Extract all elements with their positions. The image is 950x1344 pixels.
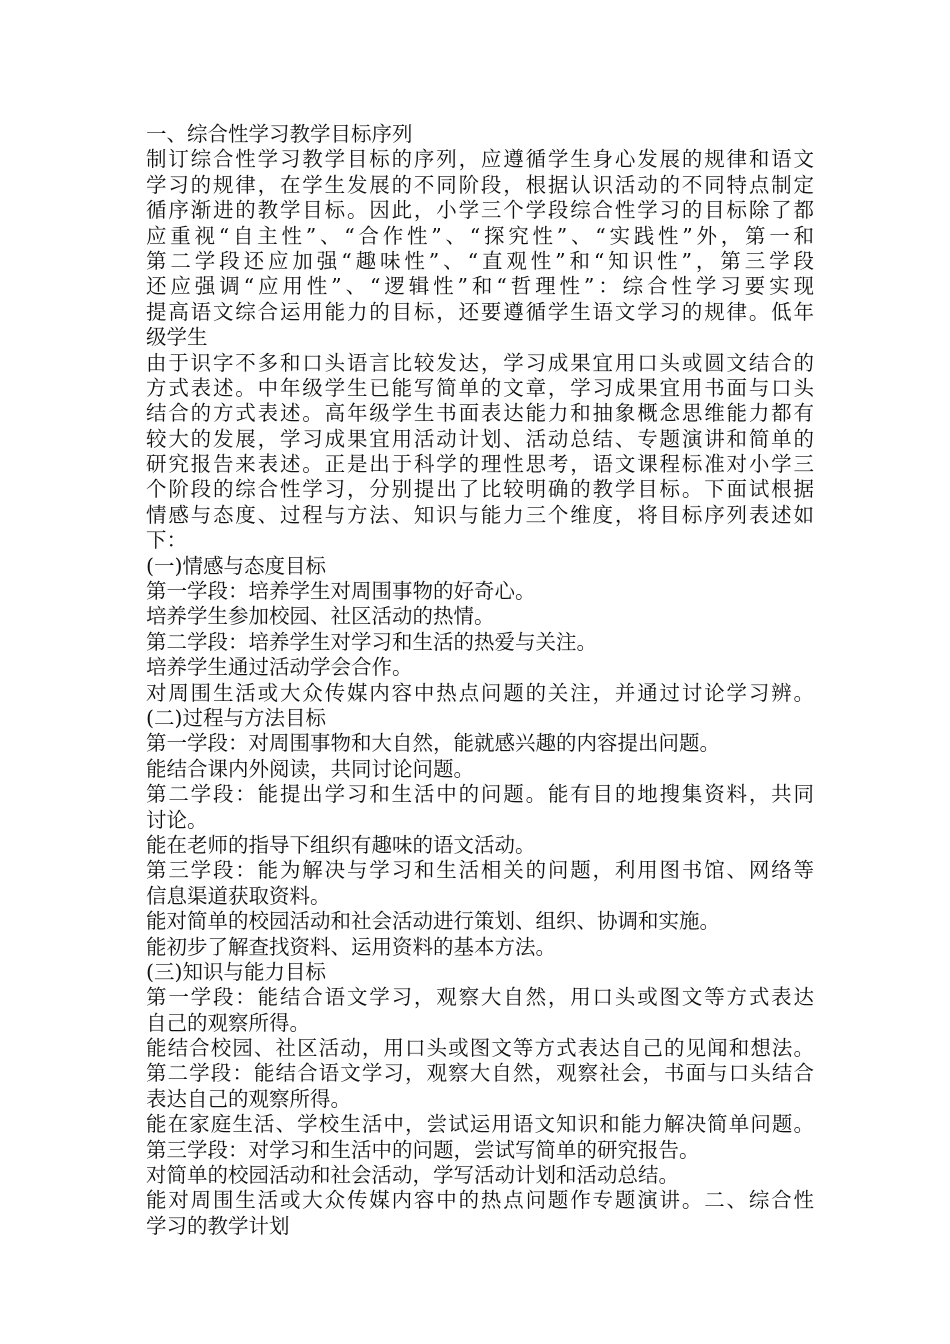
text-line: 提高语文综合运用能力的目标，还要遵循学生语文学习的规律。低年 [146,299,814,324]
text-line: 第二学段还应加强“趣味性”、“直观性”和“知识性”，第三学段 [146,248,814,273]
text-line: 培养学生通过活动学会合作。 [146,655,413,680]
text-line: 信息渠道获取资料。 [146,883,331,908]
text-line: 第三学段：对学习和生活中的问题，尝试写简单的研究报告。 [146,1137,700,1162]
text-line: 方式表述。中年级学生已能写简单的文章，学习成果宜用书面与口头 [146,375,814,400]
text-line: 能在老师的指导下组织有趣味的语文活动。 [146,832,536,857]
text-line: 级学生 [146,325,208,350]
text-line: 第二学段：能提出学习和生活中的问题。能有目的地搜集资料，共同 [146,782,814,807]
text-line: 讨论。 [146,807,208,832]
text-line: 能初步了解查找资料、运用资料的基本方法。 [146,934,556,959]
text-line: 表达自己的观察所得。 [146,1086,351,1111]
text-line: 个阶段的综合性学习，分别提出了比较明确的教学目标。下面试根据 [146,477,814,502]
text-line: 第三学段：能为解决与学习和生活相关的问题，利用图书馆、网络等 [146,858,814,883]
text-line: (二)过程与方法目标 [146,705,326,730]
text-line: 下： [146,528,187,553]
text-line: 较大的发展，学习成果宜用活动计划、活动总结、专题演讲和简单的 [146,426,814,451]
text-line: 循序渐进的教学目标。因此，小学三个学段综合性学习的目标除了都 [146,198,814,223]
text-line: 能结合校园、社区活动，用口头或图文等方式表达自己的见闻和想法。 [146,1036,814,1061]
text-line: 学习的教学计划 [146,1213,290,1238]
text-line: 由于识字不多和口头语言比较发达，学习成果宜用口头或圆文结合的 [146,350,814,375]
text-line: 研究报告来表述。正是出于科学的理性思考，语文课程标准对小学三 [146,452,814,477]
text-line: 制订综合性学习教学目标的序列，应遵循学生身心发展的规律和语文 [146,147,814,172]
text-line: 能对周围生活或大众传媒内容中的热点问题作专题演讲。二、综合性 [146,1188,814,1213]
text-line: 第一学段：对周围事物和大自然，能就感兴趣的内容提出问题。 [146,731,720,756]
text-line: 能结合课内外阅读，共同讨论问题。 [146,756,474,781]
text-line: 自己的观察所得。 [146,1010,310,1035]
text-line: 一、综合性学习教学目标序列 [146,122,413,146]
text-line: 结合的方式表述。高年级学生书面表达能力和抽象概念思维能力都有 [146,401,814,426]
text-line: 能在家庭生活、学校生活中，尝试运用语文知识和能力解决简单问题。 [146,1112,814,1137]
document-body [146,122,814,1239]
text-line: 学习的规律，在学生发展的不同阶段，根据认识活动的不同特点制定 [146,172,814,197]
text-line: 第一学段：培养学生对周围事物的好奇心。 [146,579,536,604]
text-line: 第二学段：培养学生对学习和生活的热爱与关注。 [146,629,597,654]
text-line: 对简单的校园活动和社会活动，学写活动计划和活动总结。 [146,1163,679,1188]
text-line: (三)知识与能力目标 [146,959,326,984]
text-line: (一)情感与态度目标 [146,553,326,578]
text-line: 对周围生活或大众传媒内容中热点问题的关注，并通过讨论学习辨。 [146,680,814,705]
text-line: 应重视“自主性”、“合作性”、“探究性”、“实践性”外，第一和 [146,223,814,248]
text-line: 能对简单的校园活动和社会活动进行策划、组织、协调和实施。 [146,909,720,934]
text-line: 培养学生参加校园、社区活动的热情。 [146,604,495,629]
text-line: 情感与态度、过程与方法、知识与能力三个维度，将目标序列表述如 [146,502,814,527]
text-line: 第一学段：能结合语文学习，观察大自然，用口头或图文等方式表达 [146,985,814,1010]
text-line: 第二学段：能结合语文学习，观察大自然，观察社会，书面与口头结合 [146,1061,814,1086]
text-line: 还应强调“应用性”、“逻辑性”和“哲理性”：综合性学习要实现 [146,274,814,299]
